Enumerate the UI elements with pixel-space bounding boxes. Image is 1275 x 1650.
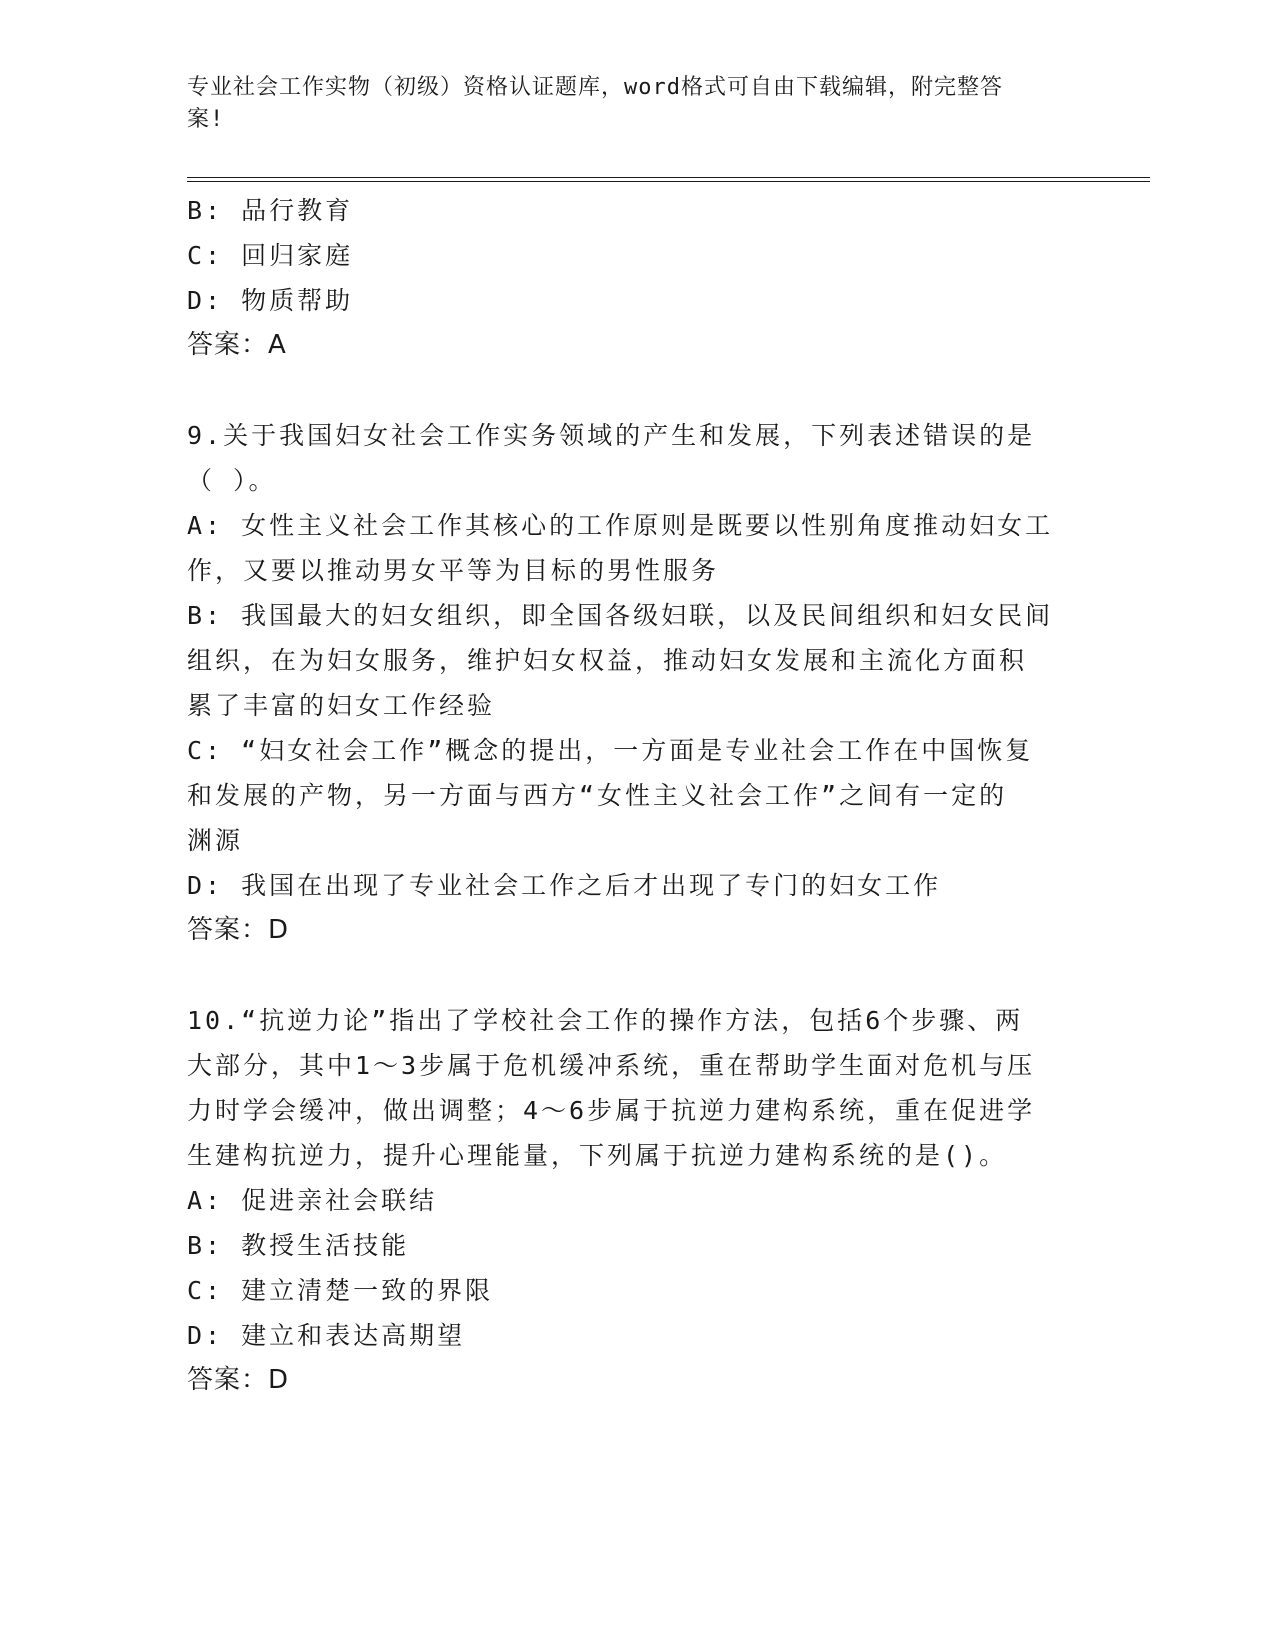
q8-answer: 答案：A: [187, 330, 287, 360]
document-body: [187, 188, 1067, 1403]
q10-option-c: C: 建立清楚一致的界限: [187, 1276, 494, 1305]
header-rule-secondary: [187, 181, 1150, 182]
q10-stem-line: 大部分，其中1～3步属于危机缓冲系统，重在帮助学生面对危机与压: [187, 1051, 1036, 1080]
q9-answer: 答案：D: [187, 915, 290, 945]
q10-option-a: A: 促进亲社会联结: [187, 1186, 438, 1215]
q8-option-b: B: 品行教育: [187, 196, 354, 225]
q9-option-c-line: 和发展的产物，另一方面与西方“女性主义社会工作”之间有一定的: [187, 781, 1008, 810]
question-8-tail: [187, 188, 1067, 368]
spacer: [187, 368, 1067, 413]
header-line-1: 专业社会工作实物（初级）资格认证题库，word格式可自由下载编辑，附完整答: [187, 75, 1003, 100]
header-rule: [187, 177, 1150, 178]
q10-stem-line: 10.“抗逆力论”指出了学校社会工作的操作方法，包括6个步骤、两: [187, 1006, 1024, 1035]
header-line-2: 案!: [187, 107, 225, 132]
q9-option-b-line: 累了丰富的妇女工作经验: [187, 691, 496, 720]
question-10: [187, 998, 1067, 1403]
q10-option-b: B: 教授生活技能: [187, 1231, 410, 1260]
q9-option-c-line: 渊源: [187, 826, 244, 855]
q9-stem-line: （ ）。: [187, 466, 277, 495]
q10-stem-line: 生建构抗逆力，提升心理能量，下列属于抗逆力建构系统的是()。: [187, 1141, 1008, 1170]
q9-option-a-line: 作，又要以推动男女平等为目标的男性服务: [187, 556, 720, 585]
q10-answer: 答案：D: [187, 1365, 290, 1395]
spacer: [187, 953, 1067, 998]
q9-option-b-line: B: 我国最大的妇女组织，即全国各级妇联，以及民间组织和妇女民间: [187, 601, 1054, 630]
q9-option-c-line: C: “妇女社会工作”概念的提出，一方面是专业社会工作在中国恢复: [187, 736, 1034, 765]
question-9: [187, 413, 1067, 953]
q10-option-d: D: 建立和表达高期望: [187, 1321, 466, 1350]
q8-option-d: D: 物质帮助: [187, 286, 354, 315]
page-header: [187, 72, 1067, 136]
q10-stem-line: 力时学会缓冲，做出调整；4～6步属于抗逆力建构系统，重在促进学: [187, 1096, 1036, 1125]
q9-stem-line: 9.关于我国妇女社会工作实务领域的产生和发展，下列表述错误的是: [187, 421, 1036, 450]
q8-option-c: C: 回归家庭: [187, 241, 354, 270]
q9-option-d: D: 我国在出现了专业社会工作之后才出现了专门的妇女工作: [187, 871, 942, 900]
q9-option-b-line: 组织，在为妇女服务，维护妇女权益，推动妇女发展和主流化方面积: [187, 646, 1028, 675]
q9-option-a-line: A: 女性主义社会工作其核心的工作原则是既要以性别角度推动妇女工: [187, 511, 1054, 540]
